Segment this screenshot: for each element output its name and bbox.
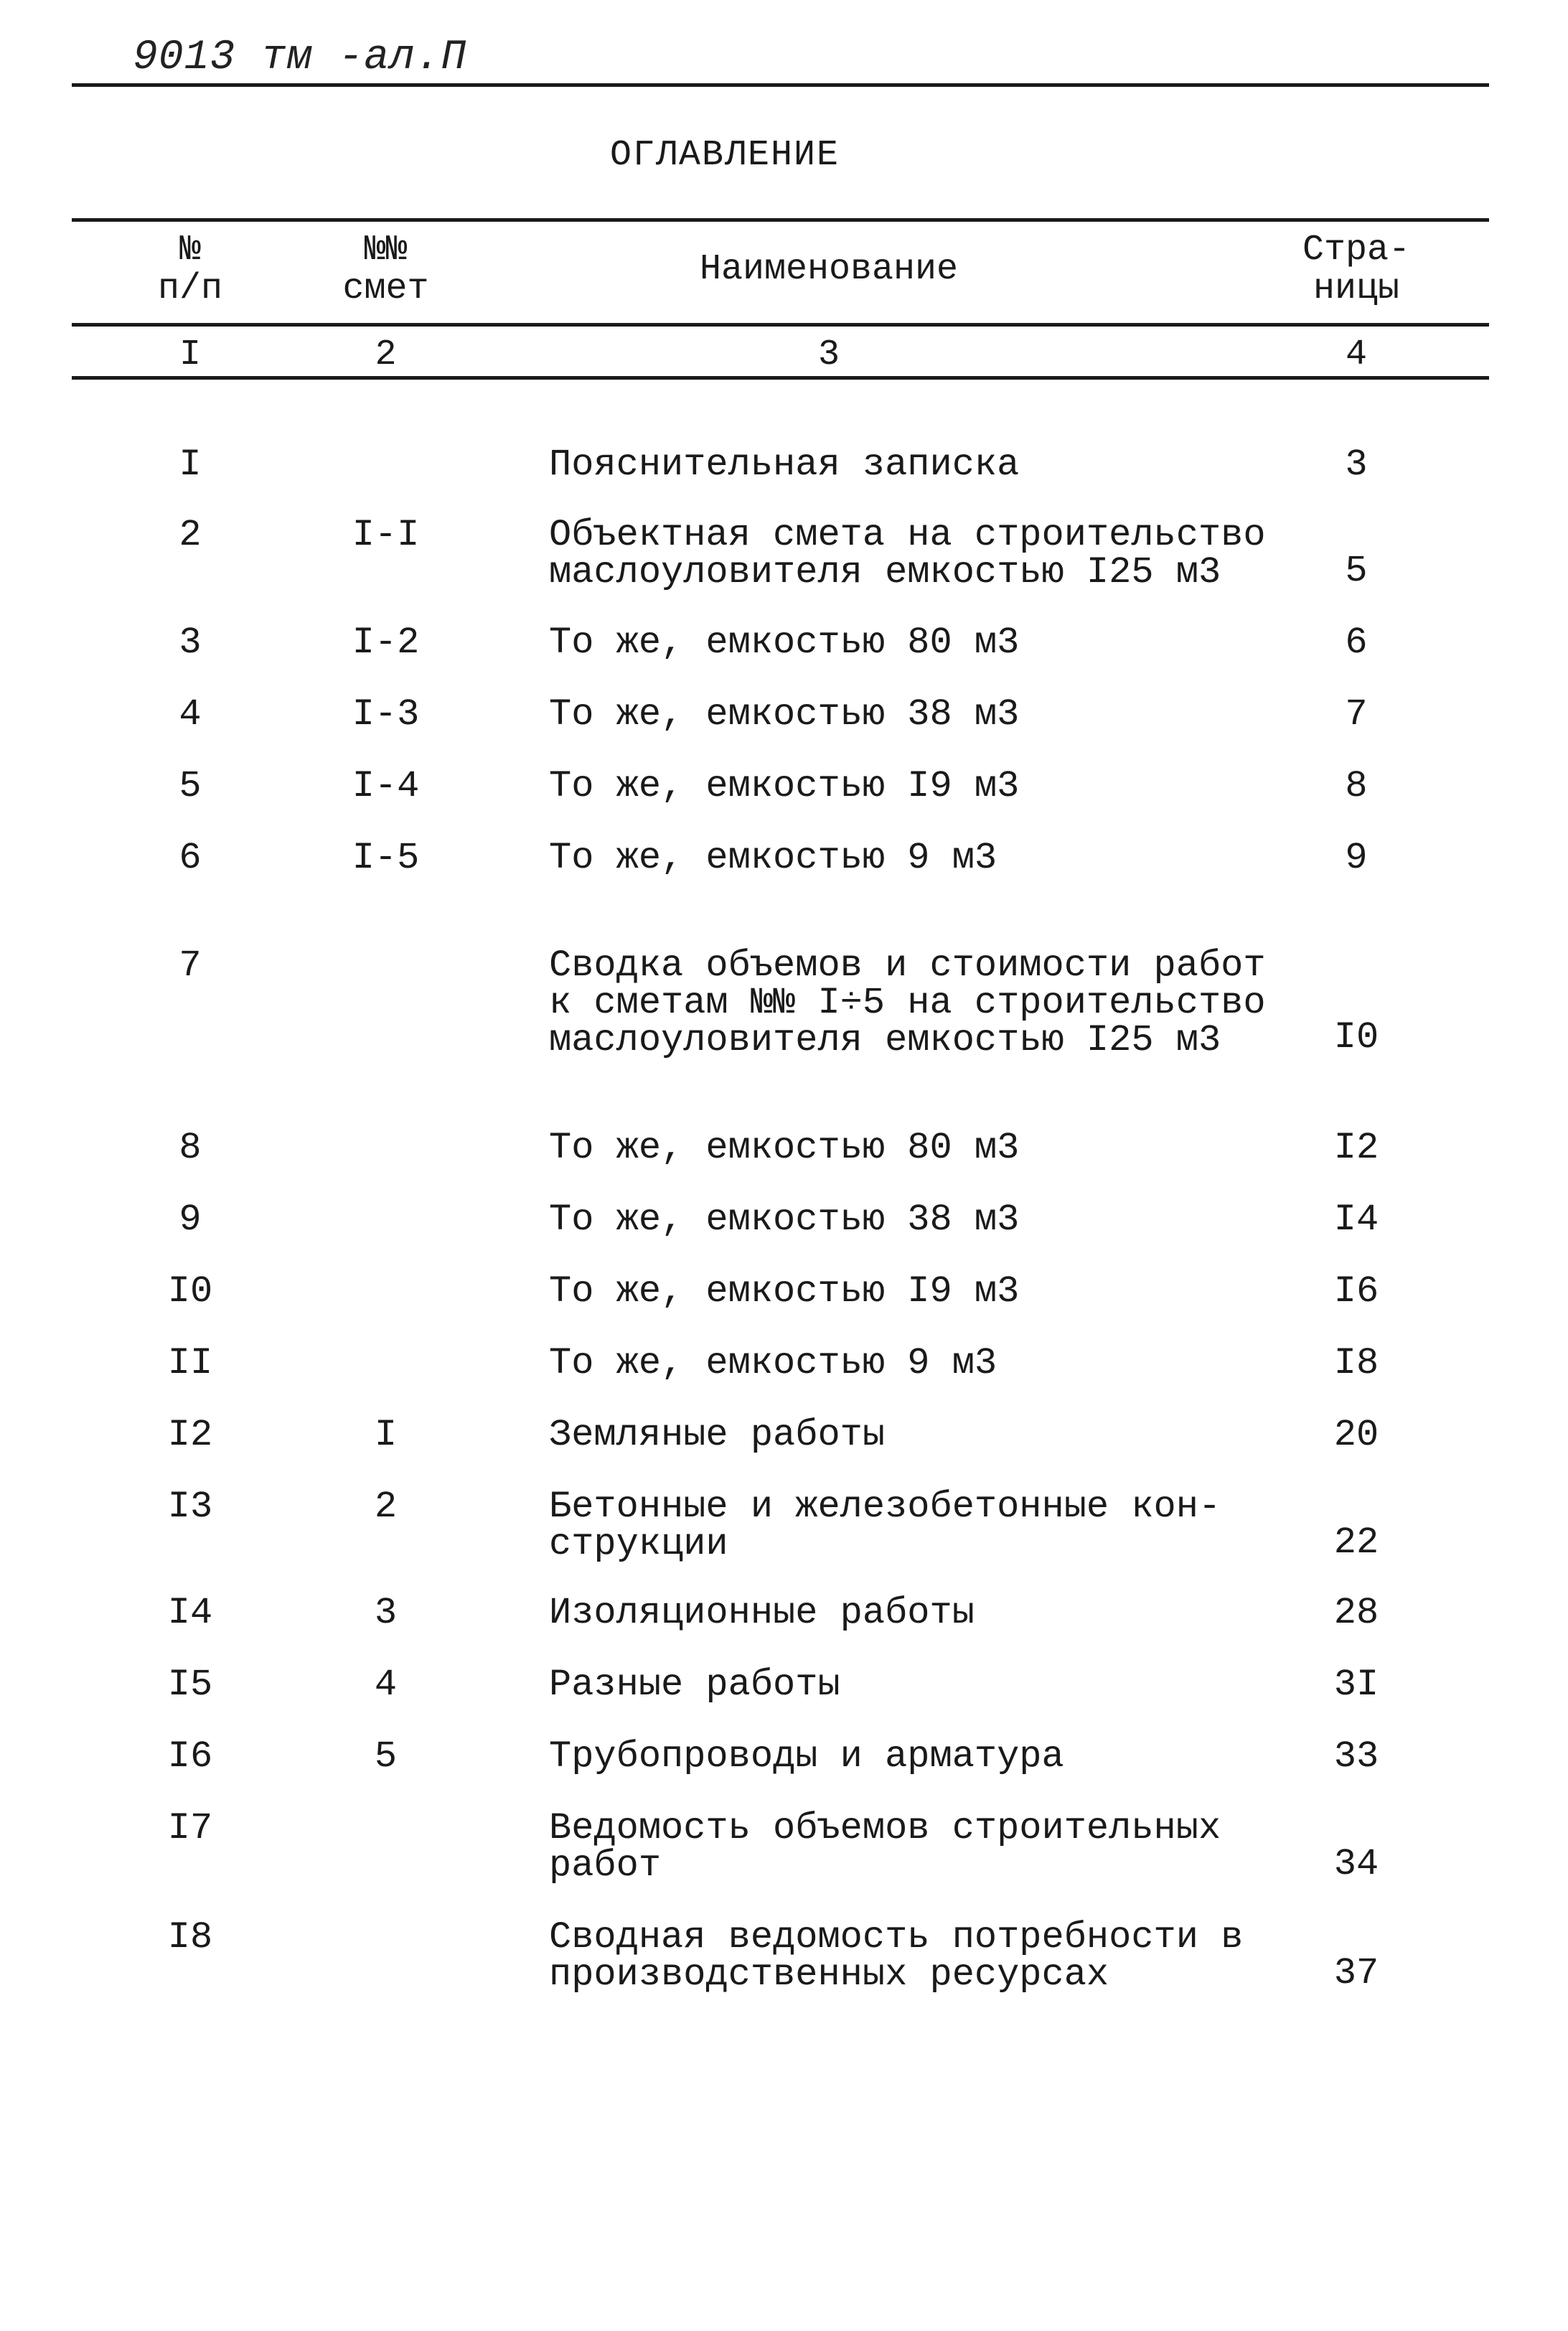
row-page: 5 [1345, 550, 1368, 592]
row-estimate-number: 3 [374, 1592, 398, 1634]
row-page: 9 [1345, 837, 1368, 879]
row-estimate-number: I [374, 1414, 398, 1456]
row-page: I2 [1333, 1127, 1379, 1169]
row-number: 5 [179, 765, 202, 807]
row-number: 8 [179, 1127, 202, 1169]
row-page: 8 [1345, 765, 1368, 807]
row-page: 6 [1345, 622, 1368, 664]
row-page: 28 [1333, 1592, 1379, 1634]
row-estimate-number: 2 [374, 1486, 398, 1528]
row-number: II [167, 1342, 213, 1384]
row-estimate-number: 4 [374, 1664, 398, 1706]
row-page: I8 [1333, 1342, 1379, 1384]
column-header-pages: Стра- ницы [1302, 230, 1411, 309]
row-name: Трубопроводы и арматура [549, 1735, 1064, 1778]
row-page: 7 [1345, 693, 1368, 736]
row-page: 33 [1333, 1735, 1379, 1778]
row-name: Разные работы [549, 1664, 840, 1706]
row-name: Сводная ведомость потребности в производственных ресурсах [549, 1916, 1244, 1996]
row-number: I [179, 444, 202, 486]
page-title: ОГЛАВЛЕНИЕ [609, 135, 840, 176]
row-name: То же, емкостью 9 м3 [549, 1342, 997, 1384]
row-page: 34 [1333, 1843, 1379, 1885]
row-number: 6 [179, 837, 202, 879]
row-number: I7 [167, 1807, 213, 1849]
row-page: 37 [1333, 1952, 1379, 1994]
row-name: То же, емкостью I9 м3 [549, 765, 1020, 807]
row-name: То же, емкостью 80 м3 [549, 1127, 1020, 1169]
column-number-2: 2 [375, 334, 397, 375]
row-page: I0 [1333, 1016, 1379, 1059]
row-estimate-number: I-3 [352, 693, 420, 736]
header-bottom-rule [72, 323, 1489, 327]
row-number: I8 [167, 1916, 213, 1959]
row-estimate-number: I-2 [352, 622, 420, 664]
document-code: 9013 тм -ал.П [133, 34, 467, 81]
row-number: I5 [167, 1664, 213, 1706]
row-name: Объектная смета на строительство маслоуловителя емкостью I25 м3 [549, 514, 1266, 594]
row-estimate-number: I-5 [352, 837, 420, 879]
row-number: I2 [167, 1414, 213, 1456]
row-name: То же, емкостью 80 м3 [549, 622, 1020, 664]
top-rule [72, 83, 1489, 87]
column-header-number: № п/п [157, 230, 222, 309]
row-name: Ведомость объемов строительных работ [549, 1807, 1221, 1887]
row-name: То же, емкостью 38 м3 [549, 1199, 1020, 1241]
row-name: Пояснительная записка [549, 444, 1020, 486]
row-page: 22 [1333, 1521, 1379, 1564]
row-page: I6 [1333, 1270, 1379, 1313]
row-number: 7 [179, 944, 202, 987]
table-top-rule [72, 218, 1489, 222]
row-number: 3 [179, 622, 202, 664]
row-number: 2 [179, 514, 202, 556]
row-name: Земляные работы [549, 1414, 886, 1456]
column-header-name: Наименование [699, 249, 959, 290]
row-page: 3 [1345, 444, 1368, 486]
row-estimate-number: I-I [352, 514, 420, 556]
row-estimate-number: I-4 [352, 765, 420, 807]
row-number: 9 [179, 1199, 202, 1241]
row-name: То же, емкостью 9 м3 [549, 837, 997, 879]
row-name: Сводка объемов и стоимости работ к сметам №№ I÷5 на строительство маслоуловителя емкостью I25 м3 [549, 944, 1266, 1061]
row-number: I4 [167, 1592, 213, 1634]
row-number: 4 [179, 693, 202, 736]
row-number: I0 [167, 1270, 213, 1313]
column-number-3: 3 [817, 334, 840, 375]
row-number: I6 [167, 1735, 213, 1778]
column-numbers-rule [72, 376, 1489, 380]
row-number: I3 [167, 1486, 213, 1528]
row-name: То же, емкостью I9 м3 [549, 1270, 1020, 1313]
row-page: 3I [1333, 1664, 1379, 1706]
row-page: I4 [1333, 1199, 1379, 1241]
row-name: Изоляционные работы [549, 1592, 975, 1634]
column-number-1: I [179, 334, 201, 375]
row-name: То же, емкостью 38 м3 [549, 693, 1020, 736]
row-estimate-number: 5 [374, 1735, 398, 1778]
column-number-4: 4 [1345, 334, 1367, 375]
column-header-estimates: №№ смет [342, 230, 429, 309]
row-page: 20 [1333, 1414, 1379, 1456]
row-name: Бетонные и железобетонные кон- струкции [549, 1486, 1221, 1565]
